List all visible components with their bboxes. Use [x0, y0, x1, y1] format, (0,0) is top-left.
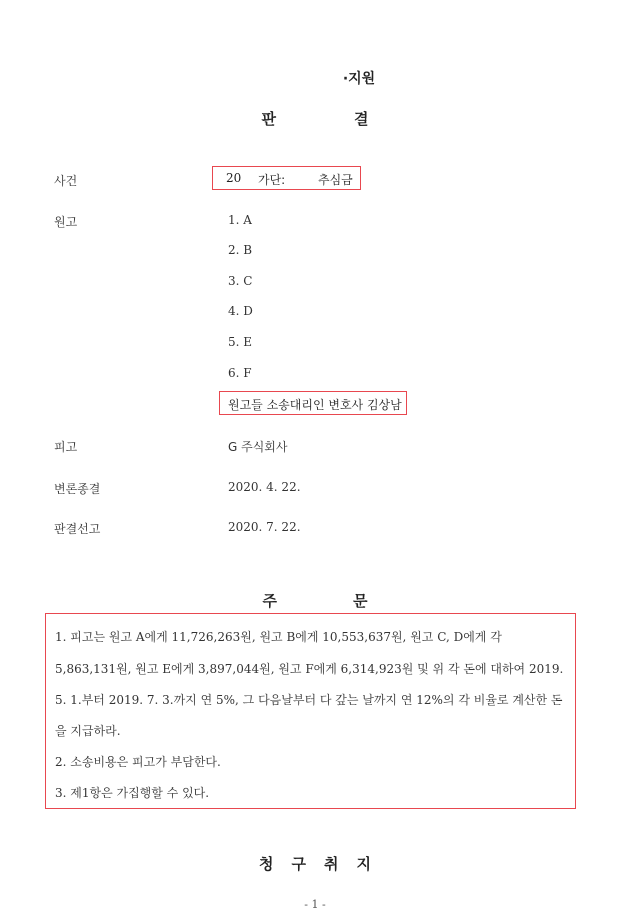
claim-heading [0, 853, 630, 874]
order-line: 을 지급하라. [55, 724, 121, 738]
claim-heading-char-1: 청 [259, 855, 274, 873]
closing-date: 2020. 4. 22. [228, 480, 301, 494]
plaintiff-representative: 원고들 소송대리인 변호사 김상남 [228, 398, 402, 412]
order-line: 5. 1.부터 2019. 7. 3.까지 연 5%, 그 다음날부터 다 갚는 날까지 연 12%의 각 비율로 계산한 돈 [55, 693, 563, 707]
closing-label: 변론종결 [54, 482, 101, 496]
page-number: - 1 - [304, 898, 326, 911]
court-name: ·지원 [342, 71, 376, 87]
judgment-title-char-2: 결 [354, 110, 369, 128]
order-heading [0, 590, 630, 611]
order-line: 3. 제1항은 가집행할 수 있다. [55, 786, 210, 800]
claim-heading-char-4: 지 [356, 855, 371, 873]
order-line: 2. 소송비용은 피고가 부담한다. [55, 755, 221, 769]
claim-heading-char-3: 취 [324, 855, 339, 873]
order-heading-char-1: 주 [262, 592, 277, 610]
plaintiff-item: 6. F [228, 366, 252, 380]
case-type: 가단: [258, 173, 286, 187]
case-label: 사건 [54, 174, 78, 188]
case-number: 20 [226, 171, 242, 185]
order-line: 1. 피고는 원고 A에게 11,726,263원, 원고 B에게 10,553,637원, 원고 C, D에게 각 [55, 630, 502, 644]
plaintiff-item: 3. C [228, 274, 253, 288]
case-name: 추심금 [318, 173, 353, 187]
plaintiff-label: 원고 [54, 215, 78, 229]
plaintiff-item: 4. D [228, 304, 253, 318]
judgment-title-char-1: 판 [261, 110, 276, 128]
order-line: 5,863,131원, 원고 E에게 3,897,044원, 원고 F에게 6,314,923원 및 위 각 돈에 대하여 2019. [55, 662, 564, 676]
judgment-title [0, 108, 630, 129]
plaintiff-item: 2. B [228, 243, 253, 257]
order-heading-char-2: 문 [353, 592, 368, 610]
verdict-date-label: 판결선고 [54, 522, 101, 536]
defendant-label: 피고 [54, 440, 78, 454]
claim-heading-char-2: 구 [291, 855, 306, 873]
plaintiff-item: 5. E [228, 335, 253, 349]
defendant-value: G 주식회사 [228, 440, 288, 454]
plaintiff-item: 1. A [228, 213, 252, 227]
verdict-date: 2020. 7. 22. [228, 520, 301, 534]
